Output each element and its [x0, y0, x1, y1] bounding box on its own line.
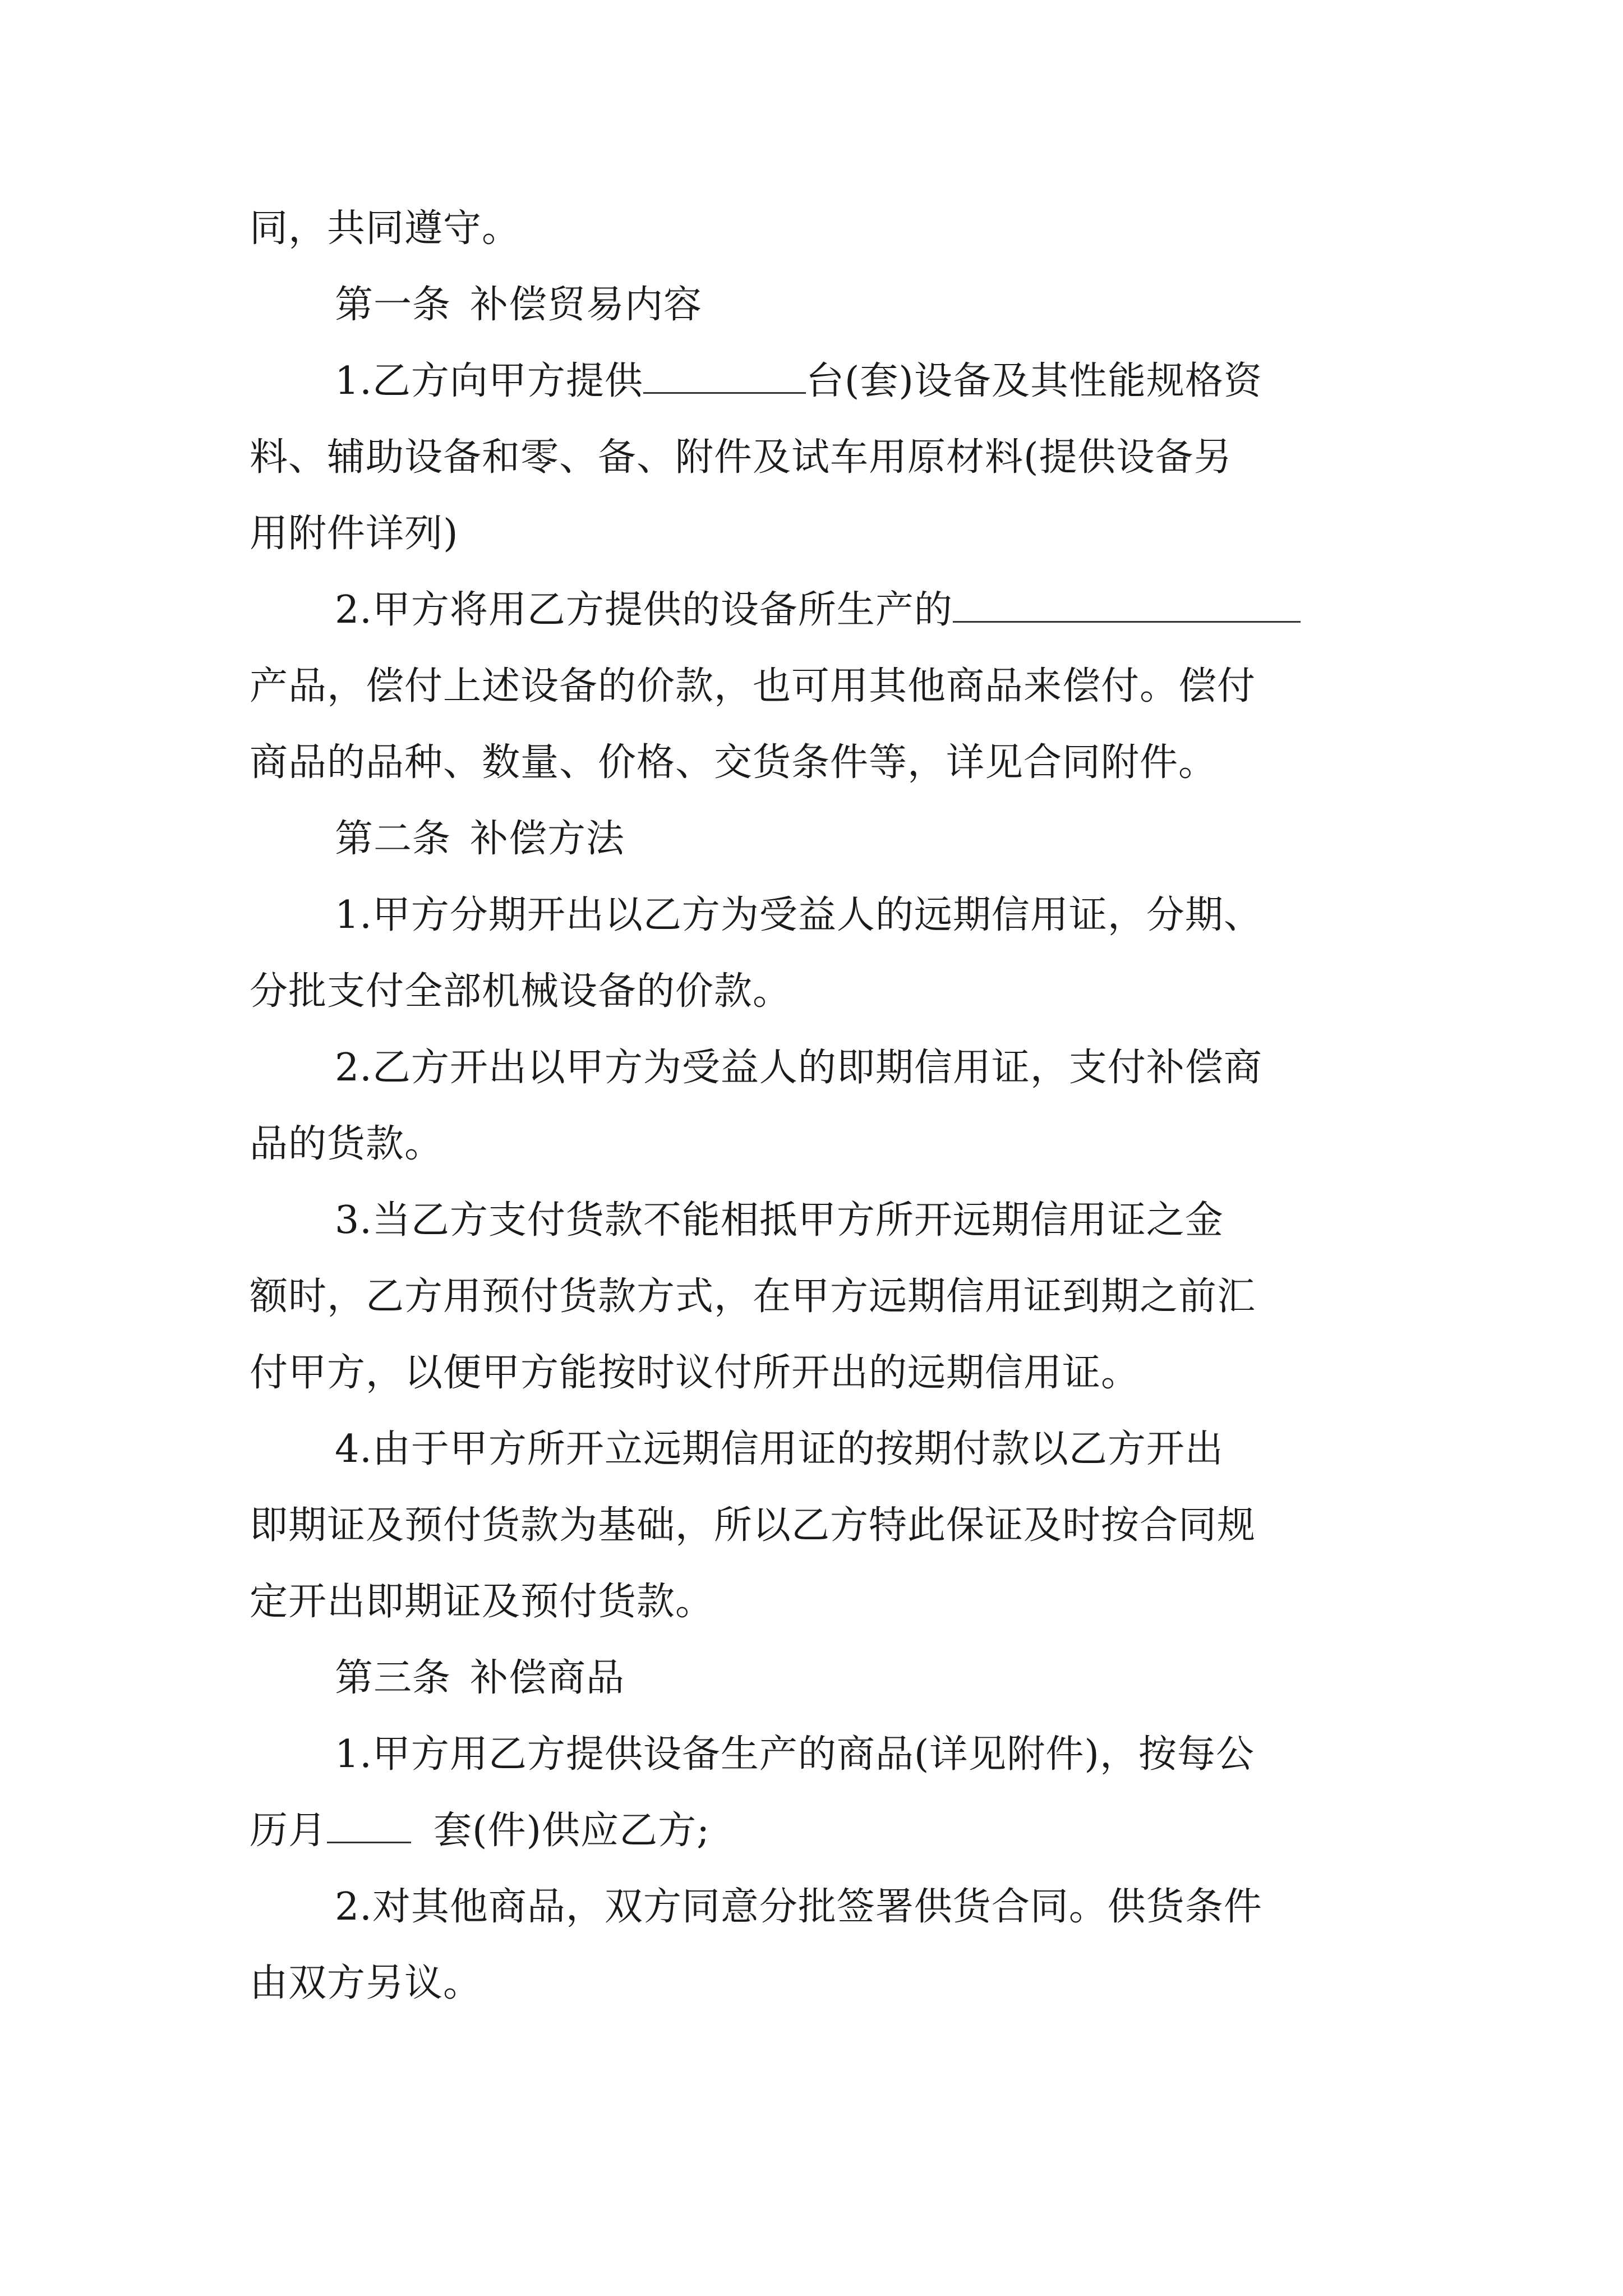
clause-text: 品的货款。 [250, 1122, 444, 1166]
paragraph-line [250, 1717, 1382, 1793]
article-number: 第二条 [335, 817, 451, 861]
paragraph-line [250, 1182, 1382, 1259]
article-number: 第三条 [335, 1656, 451, 1700]
fill-in-blank[interactable] [953, 584, 1301, 623]
clause-text: 2.甲方将用乙方提供的设备所生产的 [335, 588, 953, 632]
paragraph-line [250, 954, 1382, 1030]
article-1-heading [250, 267, 1382, 343]
clause-text: 产品，偿付上述设备的价款，也可用其他商品来偿付。偿付 [250, 664, 1256, 708]
paragraph-line [250, 1411, 1382, 1488]
preamble-ending: 同，共同遵守。 [250, 206, 521, 251]
fill-in-blank[interactable] [643, 355, 806, 394]
paragraph-line [250, 496, 1382, 572]
clause-text: 3.当乙方支付货款不能相抵甲方所开远期信用证之金 [335, 1198, 1224, 1243]
article-title: 补偿方法 [470, 817, 625, 861]
paragraph-line [250, 1106, 1382, 1182]
clause-text: 商品的品种、数量、价格、交货条件等，详见合同附件。 [250, 740, 1218, 785]
paragraph-line [250, 725, 1382, 801]
paragraph-line [250, 1869, 1382, 1945]
contract-body [250, 191, 1382, 2022]
clause-text: 1.乙方向甲方提供 [335, 359, 643, 403]
fill-in-blank[interactable] [327, 1805, 411, 1843]
clause-text: 1.甲方分期开出以乙方为受益人的远期信用证，分期、 [335, 893, 1262, 937]
article-2-heading [250, 801, 1382, 877]
paragraph-line [250, 1793, 1382, 1869]
clause-text: 套(件)供应乙方; [434, 1809, 710, 1853]
paragraph-line [250, 648, 1382, 725]
paragraph-line [250, 877, 1382, 954]
paragraph-line [250, 1488, 1382, 1564]
paragraph-line [250, 1564, 1382, 1640]
article-3-heading [250, 1640, 1382, 1717]
paragraph-line [250, 1945, 1382, 2022]
paragraph-line [250, 572, 1382, 648]
paragraph-line [250, 1259, 1382, 1335]
clause-text: 历月 [250, 1809, 328, 1853]
article-title: 补偿贸易内容 [470, 283, 703, 327]
clause-text: 由双方另议。 [250, 1961, 482, 2005]
clause-text: 分批支付全部机械设备的价款。 [250, 969, 792, 1014]
paragraph-line [250, 343, 1382, 420]
clause-text: 用附件详列) [250, 512, 459, 556]
clause-text: 1.甲方用乙方提供设备生产的商品(详见附件)，按每公 [335, 1732, 1255, 1777]
article-title: 补偿商品 [470, 1656, 625, 1700]
clause-text: 额时，乙方用预付货款方式，在甲方远期信用证到期之前汇 [250, 1274, 1256, 1319]
clause-text: 即期证及预付货款为基础，所以乙方特此保证及时按合同规 [250, 1503, 1256, 1548]
article-number: 第一条 [335, 283, 451, 327]
clause-text: 4.由于甲方所开立远期信用证的按期付款以乙方开出 [335, 1427, 1224, 1471]
paragraph-line [250, 1030, 1382, 1106]
clause-text: 台(套)设备及其性能规格资 [805, 359, 1262, 403]
paragraph-line [250, 191, 1382, 267]
clause-text: 料、辅助设备和零、备、附件及试车用原材料(提供设备另 [250, 435, 1233, 480]
clause-text: 2.乙方开出以甲方为受益人的即期信用证，支付补偿商 [335, 1046, 1262, 1090]
clause-text: 付甲方，以便甲方能按时议付所开出的远期信用证。 [250, 1351, 1140, 1395]
paragraph-line [250, 420, 1382, 496]
clause-text: 2.对其他商品，双方同意分批签署供货合同。供货条件 [335, 1885, 1262, 1929]
clause-text: 定开出即期证及预付货款。 [250, 1580, 714, 1624]
paragraph-line [250, 1335, 1382, 1411]
